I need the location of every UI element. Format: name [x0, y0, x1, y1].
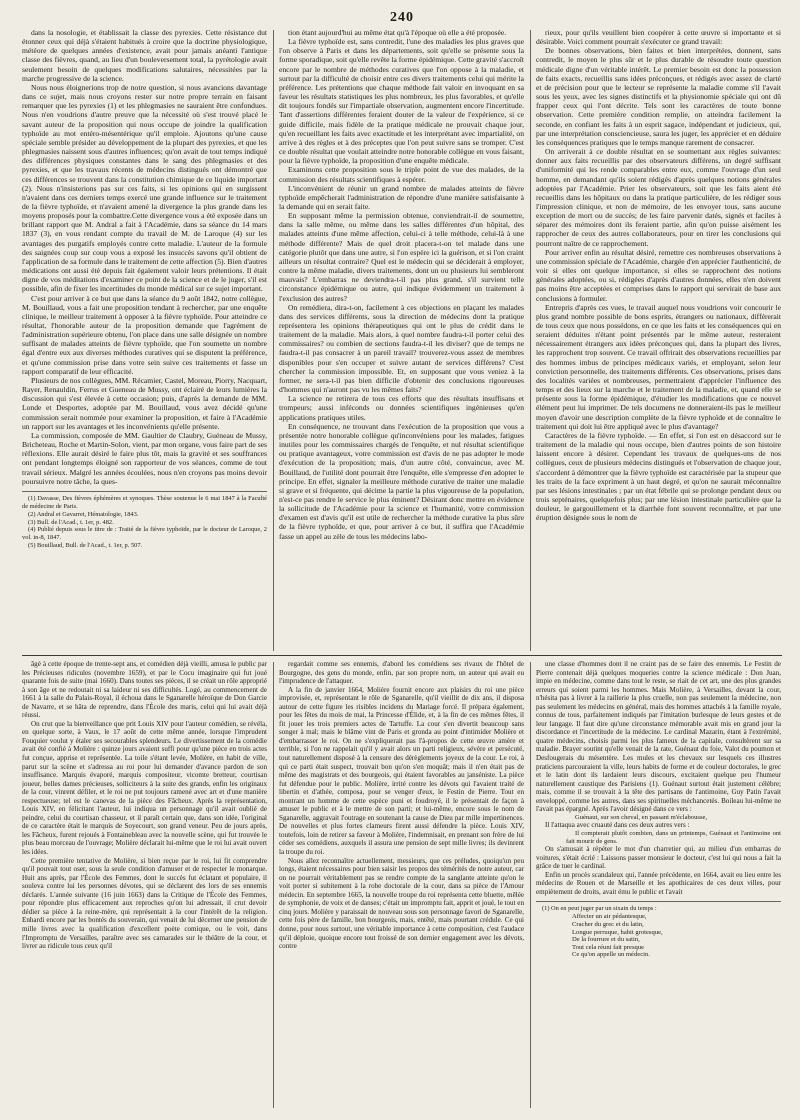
paragraph: C'est pour arriver à ce but que dans la séance du 9 août 1842, notre collègue, M. Bouillaud, vous a fait une proposition tendant à rechercher, par une enquête clinique, le meilleur traitement à opposer à la fièvre typhoïde. Pour atteindre ce résultat, l'honorable auteur de la proposition demande que l'agrément de l'administration supérieure obtenu, l'on place dans une salle désignée un nombre suffisant de malades atteints de fièvre typhoïde, que l'on soumette un nombre égal d'entre eux aux diverses méthodes curatives qui se disputent la préférence, et qu'une commission prise dans votre sein suive ces traitements et fasse un rapport comparatif de leur efficacité.	[22, 293, 267, 376]
paragraph: La fièvre typhoïde est, sans contredit, l'une des maladies les plus graves que l'on observe à Paris et dans les départements, soit qu'elle se présente sous la forme sporadique, soit qu'elle revête la forme épidémique. Cette gravité s'accroît encore par le nombre de méthodes curatives que l'on oppose à la maladie, et surtout par la difficulté de choisir entre ces divers traitements celui qui mérite la préférence. Les prétentions que chaque méthode fait valoir en invoquant en sa faveur les résultats statistiques les plus nombreux, les plus favorables, et qu'elle dit toujours fondés sur l'impartiale observation, augmentent encore l'incertitude. Tant d'assertions différentes feraient douter de la valeur de l'expérience, si ce guide difficile, mais fidèle de la pratique médicale ne prouvait chaque jour, qu'en recueillant les faits avec exactitude et les interprétant avec impartialité, on arrive à des règles et à des préceptes que l'on peut suivre sans se tromper. C'est ce double résultat que voulait atteindre notre honorable collègue en vous faisant, pour la fièvre typhoïde, la proposition d'une enquête médicale.	[279, 37, 524, 166]
paragraph: regardait comme ses ennemis, d'abord les comédiens ses rivaux de l'hôtel de Bourgogne, des gens du monde, enfin, par son propre nom, un auteur qui avait eu l'imprudence de l'attaquer.	[279, 660, 524, 686]
column-3-bottom	[536, 660, 781, 1110]
footnotes-top	[22, 491, 267, 550]
verse-line: Longue perruque, habit grotesque,	[572, 928, 663, 936]
paragraph: dans la nosologie, et établissait la classe des pyrexies. Cette résistance dut étonner ceux qui déjà s'étaient habitués à croire que la doctrine physiologique, météore de quelques années d'existence, avait pour jamais anéanti l'antique classe des fièvres, quand, au lieu d'un bouleversement total, la pyrétologie avait seulement besoin de quelques modifications salutaires, nécessitées par la marche progressive de la science.	[22, 28, 267, 83]
paragraph: On s'amusait à répéter le mot d'un charretier qui, au milieu d'un embarras de voitures, s'était écrié : Laissons passer monsieur le docteur, c'est lui qui nous a fait la grâce de tuer le cardinal.	[536, 845, 781, 871]
paragraph: On remédiera, dira-t-on, facilement à ces objections en plaçant les malades dans des services différents, sous la direction de médecins dont la pratique représentera les opinions thérapeutiques qui ont le plus de crédit dans le traitement de la maladie. Mais alors, à quel nombre faudra-t-il porter celui des commissaires? ou combien de sections faudra-t-il les diviser? que de temps ne faudra-t-il pas consacrer à un pareil travail? trouverez-vous assez de membres disponibles pour s'en occuper et suivre autant de services différens? C'est chercher la commission impossible. Et, en supposant que vous veniez à la former, ne sera-t-il pas bien difficile d'obtenir des conclusions rigoureuses d'hommes qui n'auront pas vu les mêmes faits?	[279, 302, 524, 395]
paragraph: Examinons cette proposition sous le triple point de vue des malades, de la commission des résultats scientifiques à espérer.	[279, 165, 524, 184]
paragraph: Plusieurs de nos collègues, MM. Récamier, Castel, Moreau, Piorry, Nacquart, Rayer, Renauldin, Ferrus et Gueneau de Mussy, ont éclairé de leurs lumières la discussion qui s'est élevée à cette occasion; puis, d'après la demande de MM. Londe et Desportes, adoptée par M. Bouillaud, vous avez décidé qu'une commission serait nommée pour examiner la proposition, et faire à l'Académie un rapport sur les avantages et les inconvénients qu'elle présente.	[22, 375, 267, 431]
paragraph: tion étant aujourd'hui au même état qu'à l'époque où elle a été proposée.	[288, 28, 507, 37]
verse-line: Cracher du grec et du latin,	[572, 920, 644, 928]
column-divider	[530, 30, 531, 651]
footnote: (1) On en peut juger par un sixain du temps :	[542, 905, 657, 913]
column-1-top	[22, 28, 267, 653]
paragraph: âgé à cette époque de trente-sept ans, et comédien déjà vieilli, amusa le public par les Précieuses ridicules (novembre 1659), et par le Cocu imaginaire qui fut joué quarante fois de suite (mai 1660). Dans toutes ses pièces, il se créait un rôle approprié à son âge et ne redoutait ni sa laideur ni ses difficultés. Logé, au commencement de 1661 à la salle du Palais-Royal, il échoua dans le Sganarelle héroïque de Don Garcie de Navarre, et se hâta de reprendre, dans l'École des maris, celui qui lui avait déjà réussi.	[22, 660, 267, 720]
column-2-bottom	[279, 660, 524, 1110]
verse-line: Guénaut, sur son cheval, en passant m'éclabousse,	[575, 813, 708, 821]
paragraph: Nous nous éloignerions trop de notre question, si nous avancions davantage dans ce sujet, mais nous croyons rester sur notre propre terrain en faisant remarquer que les pyrexies (1) et les phlegmasies ne sauraient être confondues. Nous n'en voudrions d'autre preuve que la nécessité où s'est trouvé placé le savant auteur de la proposition qui nous occupe de joindre la qualification typhoïde au mot entéro-mésentérique qu'il emploie. Ajoutons qu'une cause spéciale semble présider au développement de la plupart des pyrexies, et que les phlegmasies naissent sous d'autres influences; qu'on avait de tout temps indiqué des différences physiques constantes dans le sang des phlegmasies et des pyrexies, et que les travaux récents de médecins distingués ont démontré que ces différences se trouvent dans la constitution chimique de ce liquide important (2). Nous n'insisterions pas sur ces faits, si les opinions qui en surgissent n'avaient dans ces derniers temps exercé une grande influence sur le traitement de la fièvre typhoïde, et n'avaient amené la divergence la plus grande dans les moyens proposés pour la combattre.Cette divergence vous a été exposée dans un brillant rapport que M. Andral a fait à l'Académie, dans sa séance du 14 mars 1837 (3), en vous rendant compte du travail de M. de Laroque (4) sur les avantages des purgatifs employés contre cette maladie. L'auteur de la formule des saignées coup sur coup vous a exposé les insuccès savons qu'il obtient de l'application de sa formule dans le traitement de cette affection (5). Bien d'autres médications ont aussi été depuis fait également valoir leurs prétentions. Il était digne de vos méditations d'examiner ce point de la science et de le juger, s'il est possible, afin de fixer les incertitudes du monde médical sur ce sujet important.	[22, 82, 267, 294]
footnote: (2) Andral et Gavarret, Hématologie, 1843.	[28, 510, 139, 518]
paragraph: A la fin de janvier 1664, Molière fournit encore aux plaisirs du roi une pièce improvisée, et, représentant le rôle de Sganarelle, qu'il vieillit de dix ans, il disposa autour de cette figure les risibles incidens du Mariage forcé. Il prépara également, pour les fêtes du mois de mai, la Princesse d'Élide, et, à la fin de ces mêmes fêtes, il fit jouer les trois premiers actes de Tartuffe. La cour s'en divertit beaucoup sans songer à mal; mais le blâme vint de Paris et gronda au point d'intimider Molière et d'embarrasser le roi. On ne s'expliquerait pas l'à-propos de cette œuvre amère et terrible, si l'on ne rappelait qu'il y avait alors un parti religieux, sévère et persécuté, tout naturellement disposé à la censure des dérèglements joyeux de la cour. Le roi, à qui ce parti était suspect, trouvait bon qu'on s'en moquât; mais il n'en était pas de même des magistrats et des bourgeois, qui étaient favorables au janséniste. La pièce fut défendue pour le public. Molière, irrité contre les dévots qui l'avaient traité de libertin et d'athée, composa, pour se venger d'eux, le Festin de Pierre. Tout en montrant un homme de cette espèce puni et foudroyé, il le présentait de façon à amuser le public et à le mettre de son parti; et lui-même, encore sous le nom de Sganarelle, aggravait l'outrage en soutenant la cause de Dieu par mille impertinences. De nouvelles et plus fortes clameurs firent aussi défendre la pièce. Louis XIV, toutefois, loin de retirer sa faveur à Molière, l'indemnisait, en prenant son frère de lui céder ses comédiens, auxquels il assura une pension de sept mille livres; ils devinrent la troupe du roi.	[279, 685, 524, 857]
paragraph: La commission, composée de MM. Gaultier de Claubry, Guéneau de Mussy, Bricheteau, Roche et Martin-Solon, vient, par mon organe, vous faire part de ses réflexions. Elle aurait désiré le faire plus tôt, mais la gravité et ses souffrances ont pendant longtemps éloigné son rapporteur de vos séances, comme de tout travail sérieux. Malgré les années écoulées, nous n'en croyons pas moins devoir poursuivre notre tâche, la ques-	[22, 430, 267, 486]
footnote: (4) Publié depuis sous le titre de : Traité de la fièvre typhoïde, par le docteur de Laroque, 2 vol. in-8, 1847.	[22, 526, 267, 542]
paragraph: Entrepris d'après ces vues, le travail auquel nous voudrions voir concourir le plus grand nombre possible de bons esprits, étrangers ou nationaux, différerait de tous ceux que nous possédons, en ce que les faits et les conséquences qui en seraient déduites n'étant point présentés par le même auteur, resteraient nécessairement étrangers aux idées préconçues qui, dans la plupart des livres, les rapprochent trop souvent. Ce travail offrirait des observations recueillies par des hommes imbus de principes médicaux variés, et employant, selon leur conviction personnelle, des traitements différents. Ces observations, prises dans des localités variées et nombreuses, permettraient d'apprécier l'influence des temps et des lieux sur la marche et le traitement de la maladie, et, quand elle se présente sous la forme épidémique, d'étudier les modifications que ce nouvel élément peut lui imprimer. De tels documens ne donneraient-ils pas le meilleur moyen d'avoir une description complète de la fièvre typhoïde et de connaître le traitement qui doit lui être appliqué avec le plus d'avantage?	[536, 302, 781, 431]
verse-line: Ce qu'on appelle un médecin.	[572, 951, 650, 959]
paragraph: Nous allez reconnaître actuellement, messieurs, que ces préludes, quoiqu'un peu longs, étaient nécessaires pour bien saisir les propos des témérités de notre auteur, car on ne pourrait véritablement pas se rendre compte de la sanglante atteinte qu'on le voit porter si subitement à la robe doctorale de la cour, dans sa pièce de l'Amour médecin. En septembre 1665, la nouvelle troupe du roi représenta cette bluette, mêlée de symphonie, de voix et de danses; c'était un impromptu fait, apprit et joué, le tout en cinq jours. Molière y paraissait de nouveau sous son personnage favori de Sganarelle, cette fois père de famille, bon bourgeois, mais, entêté, mais pourtant crédule. Ce qui donne, pour nous surtout, une véritable importance à cette composition, c'est l'audace qu'il déploie, quoique encore tout froissé de son dernier engagement avec les dévots, contre	[279, 856, 524, 951]
footnotes-bottom	[536, 901, 781, 958]
paragraph: Pour arriver enfin au résultat désiré, remettre ces nombreuses observations à une commission spéciale de l'Académie, chargée d'en apprécier l'authenticité, de voir si elles ont quelque importance, si elles se rapprochent des notions générales adoptées, ou si, rédigées d'après d'autres données, elles n'en doivent pas moins être acceptées et comprises dans le rapport qui servirait de base aux conclusions à formuler.	[536, 247, 781, 303]
article-medical-report	[22, 28, 782, 653]
page-number: 240	[390, 10, 414, 25]
paragraph: Cette première tentative de Molière, si bien reçue par le roi, lui fit comprendre qu'il pouvait tout oser, sous la seule condition d'amuser et de respecter le monarque. Huit ans après, par l'École des Femmes, dont le succès fut éclatant et populaire, il souleva contre lui les personnes dévotes, qui se déclarent des lors de ses ennemis déclarés. L'année suivante (16 juin 1663) dans la Critique de l'École des Femmes, pour répondre plus efficacement aux reproches qu'on lui adressait, il crut devoir dédier sa pièce à la reine-mère, qui représentait à la cour l'intérêt de la religion. Enhardi encore par les bontés du souverain, qui venait de lui décerner une pension de mille livres avec la qualification d'excellent poète comique, ou le voit, dans l'Impromptu de Versailles, paraître avec ses camarades sur le théâtre de la cour, et livrer au ridicule tous ceux qu'il	[22, 856, 267, 951]
footnote: (3) Bull. de l'Acad., t. 1er, p. 482.	[28, 518, 114, 526]
column-2-top	[279, 28, 524, 653]
paragraph: On crut que la bienveillance que prit Louis XIV pour l'auteur comédien, se révéla, en quelque sorte, à Vaux, le 17 août de cette même année, lorsque l'imprudent Fouquier voulut y étaler ses secourables splendeurs. Le divertissement de la comédie avait été confié à Molière : quinze jours avaient suffi pour qu'une pièce en trois actes fut conçue, apprise et représentée. La toile s'étant levée, Molière, en habit de ville, parut sur la scène et s'adressa au roi pour lui demander d'avance pardon de son insuffisance. Marquis évaporé, marquis compositeur, vicomte bretteur, courtisan joueur, belles dames précieuses, solliciteurs à la suite des grands, enfin les originaux de la cour, vinrent défiler, et le roi ne put toujours ramené avec art et d'une manière respectueuse; tel est le canevas de la pièce des Fâcheux. Après la représentation, Louis XIV, en félicitant l'auteur, lui indiqua un personnage qu'il avait oublié de peindre, celui du courtisan chasseur, et il paraît certain que, dans son idée, l'original de ce caractère était le marquis de Soyecourt, son grand veneur. Peu de jours après, les Fâcheux, furent rejoués à Fontainebleau avec la nouvelle scène, qui fut trouvée le plus beau morceau de l'ouvrage; Molière déclarait lui-même que le roi lui avait ouvert les idées.	[22, 719, 267, 857]
paragraph: Enfin un procès scandaleux qui, l'année précédente, en 1664, avait eu lieu entre les médecins de Rouen et de Marseille et les apothicaires de ces deux villes, pour empiètement de droits, avait ému le public et l'avait	[536, 870, 781, 896]
paragraph: Il l'attaqua avec cruauté dans ces deux autres vers :	[545, 821, 690, 830]
verse-line: De la fourrure et du satin,	[572, 936, 640, 944]
paragraph: rieux, pour qu'ils veuillent bien coopérer à cette œuvre si importante et si désirable. Voici comment pourrait s'exécuter ce grand travail:	[536, 28, 781, 47]
paragraph: En conséquence, ne trouvant dans l'exécution de la proposition que vous a présentée notre honorable collègue qu'inconvéniens pour les malades, fatigues inutiles pour les commissaires chargés de l'enquête, et nul résultat scientifique ou pratique avantageux, votre commission est d'avis de ne pas adopter le mode d'exécution de la proposition; mais, d'un autre côté, convaincue, avec M. Bouillaud, de l'utilité dont pourrait être l'enquête, elle s'empresse d'en adopter le principe. En effet, signaler la meilleure méthode curative de traiter une maladie si grave et si fréquente, qui décime la partie la plus vigoureuse de la population, n'est-ce pas rendre le service le plus éminent? Désirant donc mettre en évidence la sollicitude de l'Académie pour la science et l'humanité, votre commission d'examen est d'avis qu'il est utile de rechercher la méthode curative la plus sûre de la fièvre typhoïde, et que, pour arriver à ce but, il suffira que l'Académie fasse un appel au zèle de tous les médecins labo-	[279, 421, 524, 541]
column-divider	[530, 662, 531, 1108]
newspaper-page	[22, 10, 782, 1110]
footnote: (5) Bouillaud, Bull. de l'Acad., t. 1er, p. 507.	[28, 542, 143, 550]
paragraph: En supposant même la permission obtenue, conviendrait-il de soumettre, dans la salle même, ou même dans les salles différentes d'un hôpital, des malades atteints d'une même affection, celui-ci à telle méthode, celui-là à une méthode différente? Mais de quel droit placera-t-on tel malade dans une catégorie plutôt que dans une autre, si l'on espère ici la guérison, et si l'on craint ailleurs un résultat contraire? Quel est le médecin qui se déciderait à employer, contre la même maladie, divers traitements, dont un ou plusieurs lui sembleront mauvais? L'embarras ne deviendra-t-il pas plus grand, s'il survient telle circonstance épidémique ou autre, qui indique évidemment un traitement à l'exclusion des autres?	[279, 211, 524, 303]
column-divider	[273, 30, 274, 651]
footnote: (1) Davasse, Des fièvres éphémères et synoques. Thèse soutenue le 6 mai 1847 à la Faculté de médecine de Paris.	[22, 494, 267, 510]
column-divider	[273, 662, 274, 1108]
paragraph: Caractères de la fièvre typhoïde. — En effet, si l'on est en désaccord sur le traitement de la maladie qui nous occupe, bien d'autres points de son histoire laissent encore à désirer. Cependant les travaux de quelques-uns de nos collègues, ceux de plusieurs médecins distingués et l'observation de chaque jour, s'accordent à démontrer que la fièvre typhoïde est caractérisée par la stupeur que les traits de la face expriment à un haut degré, et qu'on ne saurait méconnaître par ses lésions intestinales ; par un état fébrile qui se prolonge pendant deux ou trois septénaires, quelquefois plus; par une lésion intestinale particulière que la douleur, le gargouillement et la diarrhée font souvent reconnaître, et par une éruption désignée sous le nom de	[536, 430, 781, 523]
verse-line: Tout cela réuni fait presque	[572, 943, 645, 951]
column-1-bottom	[22, 660, 267, 1110]
paragraph: une classe d'hommes dont il ne craint pas de se faire des ennemis. Le Festin de Pierre contenait déjà quelques moqueries contre la science médicale : Don Juan, impie en médecine, comme dans tout le reste, se riait de cet art, une des plus grandes erreurs qui soient parmi les hommes. Mais Molière, à Versailles, devant la cour, n'hésita pas à livrer à la raillerie la plus cruelle, non pas seulement la médecine, non pas seulement les médecins en général, mais des hommes attachés à la famille royale, connus de tous, parfaitement indiqués par l'imitation burlesque de leurs gestes et de leur langage. Il faut dire qu'une circonstance mémorable avait mis en grand jour la discordance et l'incertitude de la médecine. Le cardinal Mazarin, étant à l'extrémité, quatre médecins, choisis parmi les plus fameux de la capitale, consultèrent sur sa maladie. Brayer soutint qu'elle venait de la rate, Guénaut du foie, Valot du poumon et Desfougerais du mésentère. Les mules et les chevaux sur lesquels ces illustres praticiens parcouraient la ville, leurs habits de forme et de couleur doctorales, le grec et le latin dont ils lardaient leurs discours, excitaient quelque peu l'humeur naturellement caustique des Parisiens (1). Guénaut surtout était justement célèbre; mais, comme il se trouvait à la tête des partisans de l'antimoine, Guy Patin l'avait enveloppé, comme les autres, dans ses spirituelles méchancetés. Boileau lui-même ne l'avait pas épargné. Après l'avoir désigné dans ce vers :	[536, 660, 781, 814]
section-divider	[22, 655, 782, 656]
paragraph: De bonnes observations, bien faites et bien interprétées, donnent, sans contredit, le moyen le plus sûr et le plus durable de résoudre toute question médicale digne d'un véritable intérêt. Le premier besoin est donc la possession de faits exacts, recueillis sans idées préconçues, et rédigés avec assez de clarté et de précision pour que le lecteur se représente la maladie comme s'il l'avait sous les yeux, avec les signes distinctifs et la physionomie spéciale qui ont dû frapper ceux qui l'ont décrite. Tels sont les caractères de toute bonne observation. Cette première condition remplie, on atteindra facilement la seconde, en confiant les faits à un esprit sagace, indépendant et judicieux, qui, par une interprétation consciencieuse, saura les juger, les apprécier et en déduire les conséquences pratiques que le temps manque rarement de consacrer.	[536, 46, 781, 147]
column-3-top	[536, 28, 781, 653]
paragraph: L'inconvénient de réunir un grand nombre de malades atteints de fièvre typhoïde empêcherait l'administration de répondre d'une manière satisfaisante à la demande qui en serait faite.	[279, 183, 524, 211]
paragraph: La science ne retirera de tous ces efforts que des résultats insuffisans et trompeurs; aussi inféconds ou données scientifiques ingénieuses qu'en applications pratiques utiles.	[279, 394, 524, 422]
paragraph: On arriverait à ce double résultat en se soumettant aux règles suivantes: donner aux faits recueillis par des observateurs différens, un degré suffisant d'uniformité qui les rende comparables entre eux, comme l'ouvrage d'un seul homme, en demandant qu'ils soient rédigés d'après quelques notions générales adoptées par l'Académie. Prier les observateurs, soit que les faits aient été recueillis dans les hôpitaux ou dans la pratique particulière, de les rédiger sous l'impression clinique, et non de mémoire, de les envoyer tous, sans aucune exception de mort ou de succès; de les faire parvenir datés, signés et faciles à séparer des mémoires dont ils feraient partie, afin qu'on puisse aisément les rapprocher de ceux des autres collaborateurs, pour en tirer les conclusions qui pourront naître de ce rapprochement.	[536, 147, 781, 248]
verse-line: Affecter un air pédantesque,	[572, 913, 647, 921]
feuilleton-moliere	[22, 660, 782, 1110]
verse-line: Il compterait plutôt combien, dans un printemps, Guénaut et l'antimoine ont fait mourir de gens.	[566, 829, 781, 845]
